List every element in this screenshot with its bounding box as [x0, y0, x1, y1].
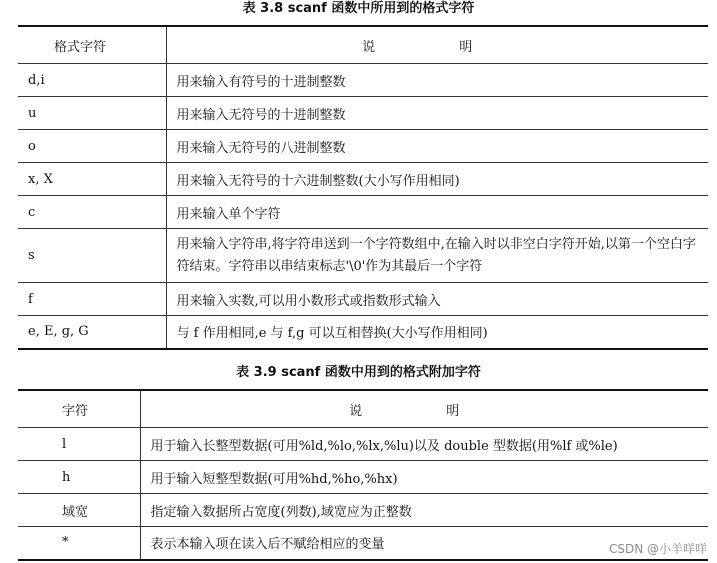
- modifier-char-cell: 域宽: [18, 494, 140, 527]
- table-row: [18, 196, 708, 229]
- description-cell: 用来输入字符串,将字符串送到一个字符数组中,在输入时以非空白字符开始,以第一个空白字符结束。字符串以串结束标志'\0'作为其最后一个字符: [166, 229, 708, 283]
- watermark: CSDN @小羊咩咩: [608, 542, 707, 556]
- header-description: 说 明: [166, 26, 708, 64]
- table-header-row: [18, 390, 708, 428]
- table-row: [18, 97, 708, 130]
- format-char-cell: s: [18, 229, 166, 283]
- format-chars-table: [18, 25, 708, 350]
- description-cell: 用来输入无符号的八进制整数: [166, 130, 708, 163]
- description-cell: 用于输入长整型数据(可用%ld,%lo,%lx,%lu)以及 double 型数据(用%lf 或%le): [140, 428, 708, 461]
- format-char-cell: c: [18, 196, 166, 229]
- table-row: [18, 64, 708, 97]
- table-row: [18, 283, 708, 316]
- description-cell: 与 f 作用相同,e 与 f,g 可以互相替换(大小写作用相同): [166, 316, 708, 349]
- description-cell: 用来输入有符号的十进制整数: [166, 64, 708, 97]
- table1-caption: 表 3.8 scanf 函数中所用到的格式字符: [242, 1, 475, 16]
- header-format-char: 格式字符: [18, 26, 166, 64]
- description-cell: 用来输入无符号的十六进制整数(大小写作用相同): [166, 163, 708, 196]
- table-row: [18, 130, 708, 163]
- format-char-cell: o: [18, 130, 166, 163]
- description-cell: 用于输入短整型数据(可用%hd,%ho,%hx): [140, 461, 708, 494]
- table-row: [18, 163, 708, 196]
- format-char-cell: f: [18, 283, 166, 316]
- table-row: [18, 428, 708, 461]
- table-row: [18, 461, 708, 494]
- format-char-cell: e, E, g, G: [18, 316, 166, 349]
- table-header-row: [18, 26, 708, 64]
- description-cell: 表示本输入项在读入后不赋给相应的变量: [140, 527, 708, 560]
- description-cell: 用来输入单个字符: [166, 196, 708, 229]
- format-char-cell: d,i: [18, 64, 166, 97]
- table-row: [18, 316, 708, 349]
- header-char: 字符: [18, 390, 140, 428]
- description-cell: 指定输入数据所占宽度(列数),域宽应为正整数: [140, 494, 708, 527]
- format-char-cell: x, X: [18, 163, 166, 196]
- modifier-char-cell: *: [18, 527, 140, 560]
- format-char-cell: u: [18, 97, 166, 130]
- table-row: [18, 494, 708, 527]
- description-cell: 用来输入无符号的十进制整数: [166, 97, 708, 130]
- modifier-char-cell: l: [18, 428, 140, 461]
- modifier-char-cell: h: [18, 461, 140, 494]
- table2-caption: 表 3.9 scanf 函数中用到的格式附加字符: [236, 365, 481, 380]
- table-row: [18, 229, 708, 283]
- header-description: 说 明: [140, 390, 708, 428]
- format-modifiers-table: [18, 389, 708, 561]
- table-row: [18, 527, 708, 560]
- description-cell: 用来输入实数,可以用小数形式或指数形式输入: [166, 283, 708, 316]
